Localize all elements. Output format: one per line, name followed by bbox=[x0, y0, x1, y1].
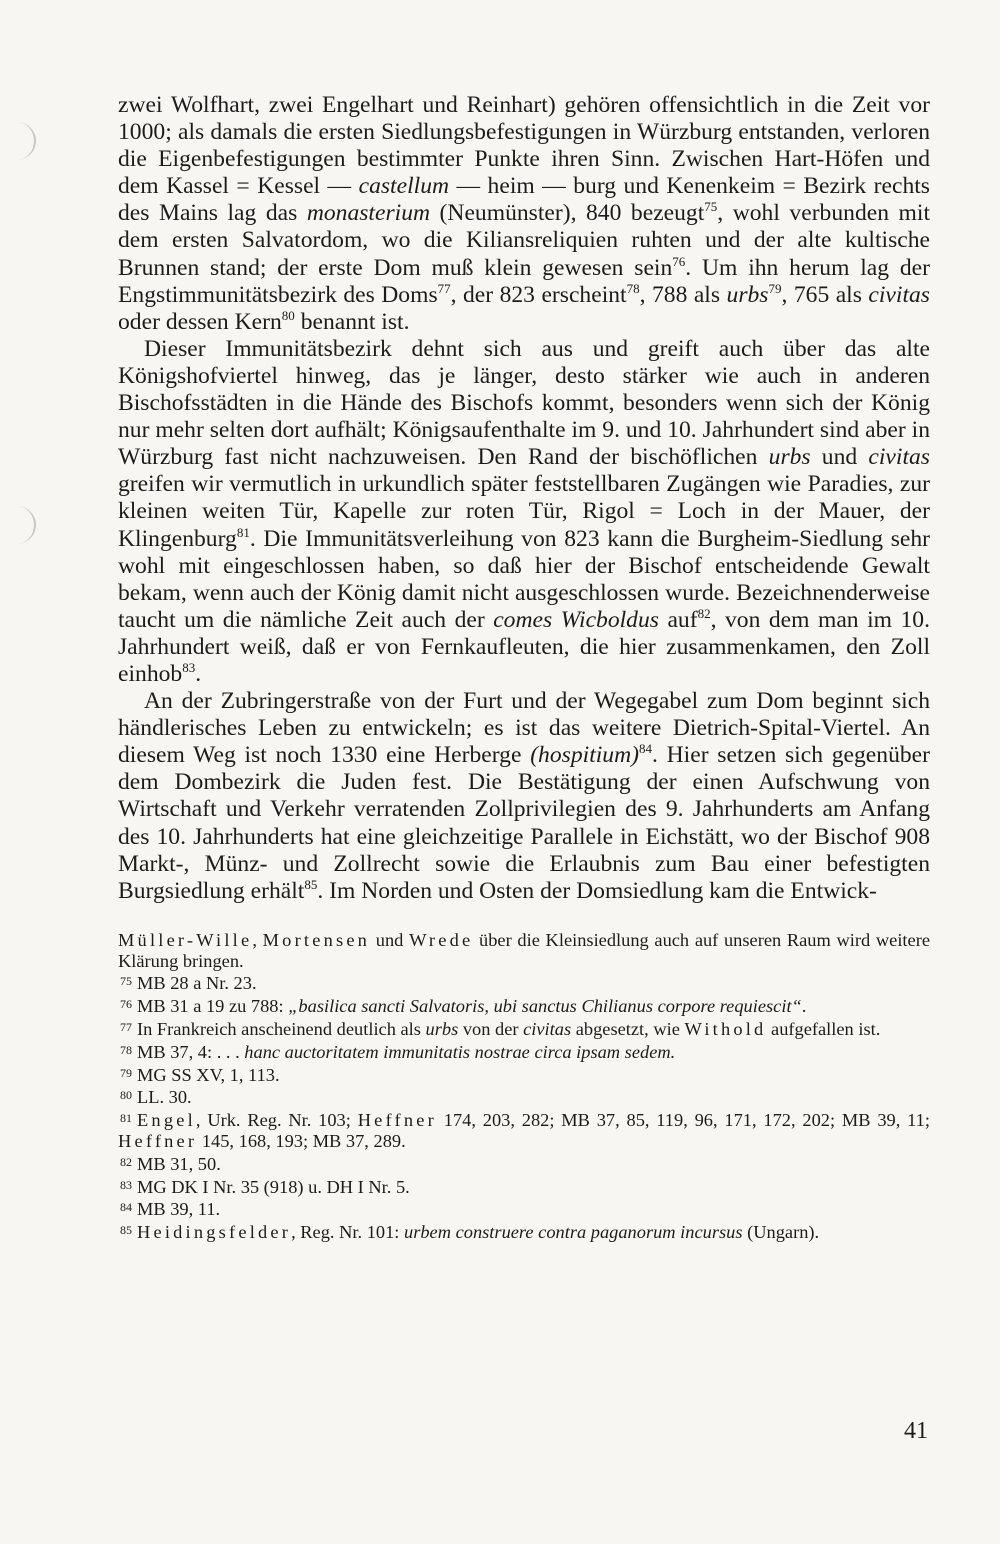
footnote-number: 79 bbox=[120, 1065, 132, 1080]
footnote-number: 77 bbox=[120, 1020, 132, 1034]
body-text bbox=[118, 92, 930, 905]
text-run: . Im Norden und Osten der Domsiedlung kam die Entwick- bbox=[317, 877, 877, 904]
text-run: greifen wir vermutlich in urkundlich später feststellbaren Zugängen wie Paradies, zur kleinen weiten Tür, Kapelle zur roten Tür, Rigol = Loch in der Mauer, der Klingenburg bbox=[118, 471, 930, 552]
footnote-ref: 83 bbox=[182, 659, 196, 675]
text-run: , der 823 erscheint bbox=[450, 281, 627, 308]
footnote bbox=[118, 1152, 930, 1175]
footnote-number: 84 bbox=[120, 1200, 132, 1215]
text-run: , bbox=[252, 929, 263, 950]
text-run: und bbox=[370, 929, 410, 950]
text-run: aufgefallen ist. bbox=[766, 1019, 881, 1039]
footnote bbox=[118, 1175, 930, 1198]
page-number: 41 bbox=[904, 1418, 928, 1444]
footnote-ref: 76 bbox=[672, 253, 686, 269]
footnote bbox=[118, 1220, 930, 1243]
text-run: . Die Immunitätsverleihung von 823 kann die Burgheim-Siedlung sehr wohl mit eingeschlossen haben, so daß hier der Bischof entscheidende Gewalt bekam, wenn auch der König damit nicht ausgeschlossen wurde. Bezeichnenderweise taucht um die nämliche Zeit auch der bbox=[118, 525, 930, 633]
italic-text: castellum bbox=[358, 173, 450, 200]
footnote-ref: 84 bbox=[639, 741, 652, 757]
author-name: Heffner bbox=[357, 1110, 437, 1131]
footnote-ref: 77 bbox=[437, 280, 451, 296]
footnote-number: 81 bbox=[120, 1111, 132, 1126]
text-run: MB 31, 50. bbox=[137, 1153, 221, 1174]
text-run: . bbox=[195, 660, 202, 687]
text-run: . bbox=[801, 996, 807, 1017]
author-name: Müller-Wille bbox=[118, 929, 253, 950]
text-run: (Neumünster), 840 bezeugt bbox=[430, 200, 705, 227]
footnote-number: 80 bbox=[120, 1088, 132, 1103]
italic-text: civitas bbox=[868, 281, 930, 308]
footnote bbox=[118, 1085, 930, 1108]
paragraph bbox=[118, 92, 930, 336]
footnote bbox=[118, 1108, 930, 1152]
italic-text: urbs bbox=[726, 281, 769, 308]
footnote bbox=[118, 1197, 930, 1220]
italic-text: urbem construere contra paganorum incursus bbox=[404, 1222, 743, 1243]
italic-text: (hospitium) bbox=[530, 742, 639, 769]
text-run: MG SS XV, 1, 113. bbox=[137, 1064, 280, 1085]
footnote-number: 75 bbox=[120, 974, 132, 989]
italic-text: monasterium bbox=[306, 200, 431, 227]
footnote-ref: 78 bbox=[626, 280, 640, 296]
text-run: , Reg. Nr. 101: bbox=[291, 1222, 404, 1243]
text-run: , von dem man im 10. Jahrhundert weiß, daß er von Fernkaufleuten, die hier zusammenkamen, den Zoll einhob bbox=[118, 606, 930, 687]
text-run: , Urk. Reg. Nr. 103; bbox=[195, 1110, 358, 1131]
text-run: 145, 168, 193; MB 37, 289. bbox=[197, 1130, 406, 1151]
footnote-number: 82 bbox=[120, 1154, 132, 1169]
footnote bbox=[118, 1063, 930, 1086]
footnote-ref: 75 bbox=[704, 199, 718, 215]
author-name: Wrede bbox=[409, 929, 474, 950]
italic-text: civitas bbox=[523, 1019, 572, 1039]
text-run: auf bbox=[658, 606, 698, 633]
text-run: LL. 30. bbox=[137, 1087, 192, 1108]
italic-text: civitas bbox=[868, 444, 930, 471]
text-run: — heim — burg und Kenenkeim = Bezirk rechts des Mains lag das bbox=[118, 173, 930, 227]
footnote-number: 76 bbox=[120, 997, 132, 1012]
italic-text: „basilica sancti Salvatoris, ubi sanctus Chilianus corpore requiescit“ bbox=[288, 996, 802, 1017]
italic-text: urbs bbox=[425, 1019, 459, 1039]
text-run: abgesetzt, wie bbox=[571, 1019, 685, 1039]
text-run: MB 39, 11. bbox=[137, 1199, 221, 1220]
text-run: über die Kleinsiedlung auch auf unseren Raum wird weitere Klärung bringen. bbox=[118, 929, 930, 971]
text-run: Dieser Immunitätsbezirk dehnt sich aus und greift auch über das alte Königshofviertel hinweg, das je länger, desto stärker wie auch in anderen Bischofsstädten in die Hände des Bischofs kommt, besonders wenn sich der König nur mehr selten dort aufhält; Königsaufenthalte im 9. und 10. Jahrhundert sind aber in Würzburg fast nicht nachzuweisen. Den Rand der bischöflichen bbox=[118, 335, 930, 471]
text-run: oder dessen Kern bbox=[118, 308, 282, 335]
text-run: benannt ist. bbox=[294, 308, 410, 335]
margin-punch-mark bbox=[16, 506, 36, 544]
footnote-ref: 79 bbox=[768, 280, 782, 296]
footnote-number: 83 bbox=[120, 1177, 132, 1192]
author-name: Engel bbox=[137, 1110, 196, 1131]
footnotes bbox=[118, 930, 930, 1243]
author-name: Withold bbox=[684, 1019, 767, 1039]
text-run: MG DK I Nr. 35 (918) u. DH I Nr. 5. bbox=[137, 1176, 410, 1197]
author-name: Heffner bbox=[118, 1130, 198, 1151]
footnote bbox=[118, 971, 930, 994]
margin-punch-mark bbox=[16, 122, 36, 160]
author-name: Heidingsfelder bbox=[137, 1222, 292, 1243]
text-run: . Um ihn herum lag der Engstimmunitätsbezirk des Doms bbox=[118, 254, 931, 308]
author-name: Mortensen bbox=[262, 929, 371, 950]
footnote-number: 78 bbox=[120, 1042, 132, 1057]
text-run: , 765 als bbox=[781, 281, 869, 308]
footnote-number: 85 bbox=[120, 1223, 132, 1238]
italic-text: comes Wicboldus bbox=[493, 606, 659, 633]
paragraph bbox=[118, 688, 930, 905]
footnote bbox=[118, 930, 930, 972]
text-run: und bbox=[810, 444, 869, 471]
paragraph bbox=[118, 336, 930, 688]
footnote-ref: 85 bbox=[304, 876, 318, 892]
italic-text: hanc auctoritatem immunitatis nostrae circa ipsam sedem. bbox=[244, 1041, 676, 1062]
text-run: MB 28 a Nr. 23. bbox=[137, 973, 257, 994]
text-run: . Hier setzen sich gegenüber dem Dombezirk die Juden fest. Die Bestätigung der einen Aufschwung von Wirtschaft und Verkehr verratenden Zollprivilegien des 9. Jahrhunderts am Anfang des 10. Jahrhunderts hat eine gleichzeitige Parallele in Eichstätt, wo der Bischof 908 Markt-, Münz- und Zollrecht sowie die Erlaubnis zum Bau einer befestigten Burgsiedlung erhält bbox=[118, 742, 930, 904]
footnote bbox=[118, 1017, 930, 1040]
footnote-ref: 82 bbox=[697, 605, 711, 621]
text-run: MB 37, 4: . . . bbox=[137, 1041, 245, 1062]
text-run: von der bbox=[458, 1019, 524, 1039]
text-run: (Ungarn). bbox=[742, 1222, 820, 1243]
page bbox=[118, 92, 930, 1243]
footnote-ref: 81 bbox=[236, 524, 250, 540]
text-run: An der Zubringerstraße von der Furt und der Wegegabel zum Dom beginnt sich händlerisches Leben zu entwickeln; es ist das weitere Dietrich-Spital-Viertel. An diesem Weg ist noch 1330 eine Herberge bbox=[118, 688, 930, 769]
text-run: 174, 203, 282; MB 37, 85, 119, 96, 171, 172, 202; MB 39, 11; bbox=[436, 1110, 930, 1131]
text-run: zwei Wolfhart, zwei Engelhart und Reinhart) gehören offensichtlich in die Zeit vor 1000; als damals die ersten Siedlungsbefestigungen in Würzburg entstanden, verloren die Eigenbefestigungen bestimmter Punkte ihren Sinn. Zwischen Hart-Höfen und dem Kassel = Kessel — bbox=[118, 92, 930, 200]
text-run: In Frankreich anscheinend deutlich als bbox=[137, 1019, 426, 1039]
text-run: , 788 als bbox=[639, 281, 727, 308]
italic-text: urbs bbox=[768, 444, 811, 471]
footnote bbox=[118, 1040, 930, 1063]
text-run: , wohl verbunden mit dem ersten Salvatordom, wo die Kiliansreliquien ruhten und der alte kultische Brunnen stand; der erste Dom muß klein gewesen sein bbox=[118, 200, 930, 281]
footnote bbox=[118, 994, 930, 1017]
text-run: MB 31 a 19 zu 788: bbox=[137, 996, 289, 1017]
footnote-ref: 80 bbox=[281, 307, 295, 323]
